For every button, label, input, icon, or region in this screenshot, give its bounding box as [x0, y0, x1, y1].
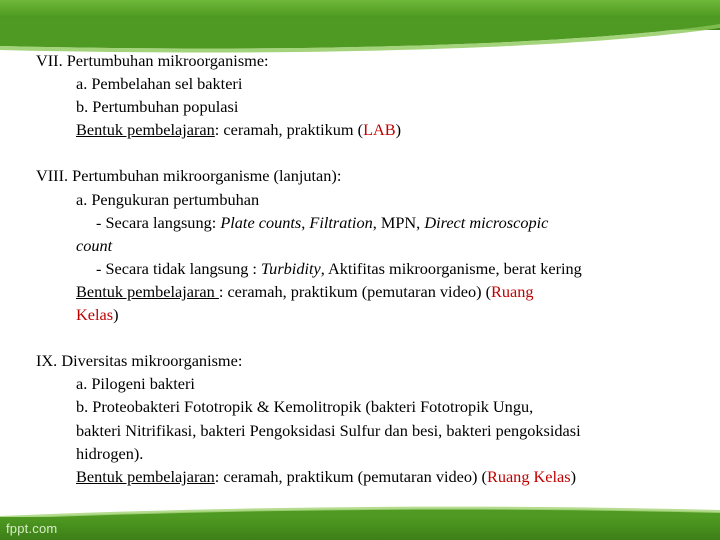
slide-content [36, 49, 700, 488]
method-close: ) [570, 466, 577, 486]
section-7-title: VII. Pertumbuhan mikroorganisme: [36, 51, 269, 70]
direct-term-4: count [76, 235, 113, 255]
direct-term-1: Plate counts [220, 212, 302, 232]
spacer [36, 141, 700, 164]
section-9-title: IX. Diversitas mikroorganisme: [36, 351, 243, 371]
direct-mid: , MPN, [372, 212, 425, 232]
indirect-rest: , Aktifitas mikroorganisme, berat kering [320, 258, 582, 278]
direct-term-3: Direct microscopic [424, 212, 549, 232]
method-highlight: LAB [363, 120, 396, 140]
indirect-prefix: - Secara tidak langsung : [96, 258, 262, 278]
method-label: Bentuk pembelajaran [76, 281, 219, 301]
section-8-method-continued [36, 303, 700, 326]
method-highlight: Ruang Kelas [486, 466, 571, 486]
section-9-item-b-line-1: b. Proteobakteri Fototropik & Kemolitropik (bakteri Fototropik Ungu, [76, 397, 534, 417]
method-close: ) [113, 305, 119, 325]
section-8-indirect-methods [36, 257, 700, 280]
direct-term-2: Filtration [309, 212, 373, 232]
direct-sep: , [301, 212, 310, 232]
indirect-term-1: Turbidity [261, 258, 321, 278]
method-label: Bentuk pembelajaran [76, 466, 215, 486]
spacer [36, 326, 700, 349]
section-9-item-b-line-3: hidrogen). [76, 443, 144, 463]
method-highlight: Kelas [76, 305, 114, 325]
section-7-item-b: b. Pertumbuhan populasi [76, 97, 239, 117]
section-7-item-a: a. Pembelahan sel bakteri [76, 74, 243, 94]
bottom-footer-bar [0, 517, 720, 540]
direct-prefix: - Secara langsung: [96, 212, 221, 232]
section-8-direct-methods [36, 211, 700, 234]
section-8-item-a: a. Pengukuran pertumbuhan [76, 189, 260, 209]
section-9-method [36, 465, 700, 488]
method-text: : ceramah, praktikum (pemutaran video) ( [214, 466, 487, 486]
section-7-method [36, 118, 700, 141]
method-text: : ceramah, praktikum (pemutaran video) ( [218, 281, 492, 301]
method-highlight: Ruang [491, 281, 534, 301]
method-label: Bentuk pembelajaran [76, 120, 215, 140]
section-9-item-b-line-2: bakteri Nitrifikasi, bakteri Pengoksidasi Sulfur dan besi, bakteri pengoksidasi [76, 420, 581, 440]
section-8-direct-continued [36, 234, 700, 257]
footer-watermark: fppt.com [6, 521, 58, 536]
section-8-method [36, 280, 700, 303]
section-8-title: VIII. Pertumbuhan mikroorganisme (lanjutan): [36, 166, 342, 186]
method-text: : ceramah, praktikum ( [214, 120, 364, 140]
section-9-item-a: a. Pilogeni bakteri [76, 374, 195, 394]
method-close: ) [395, 120, 402, 140]
